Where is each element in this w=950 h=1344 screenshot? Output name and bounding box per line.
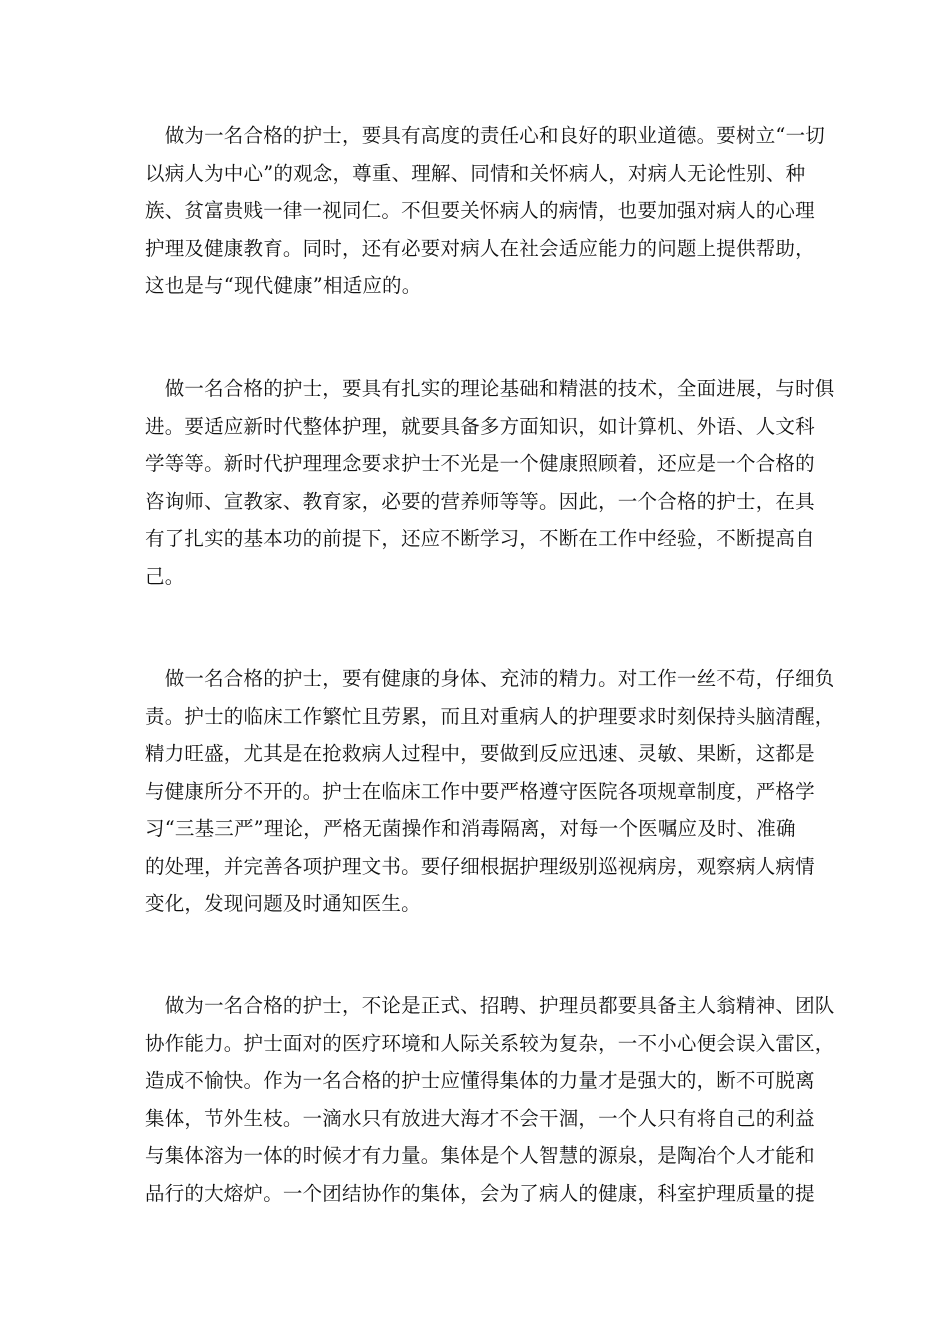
text-line: 的处理，并完善各项护理文书。要仔细根据护理级别巡视病房，观察病人病情 <box>145 854 815 878</box>
text-line: 与健康所分不开的。护士在临床工作中要严格遵守医院各项规章制度，严格学 <box>145 779 815 803</box>
text-line: 品行的大熔炉。一个团结协作的集体，会为了病人的健康，科室护理质量的提 <box>145 1181 815 1205</box>
text-line: 咨询师、宣教家、教育家，必要的营养师等等。因此，一个合格的护士，在具 <box>145 489 815 513</box>
text-line: 变化，发现问题及时通知医生。 <box>145 892 421 915</box>
paragraph-health <box>145 660 835 923</box>
text-line: 造成不愉快。作为一名合格的护士应懂得集体的力量才是强大的，断不可脱离 <box>145 1069 815 1092</box>
text-line: 集体，节外生枝。一滴水只有放进大海才不会干涸，一个人只有将自己的利益 <box>145 1106 815 1130</box>
text-line: 责。护士的临床工作繁忙且劳累，而且对重病人的护理要求时刻保持头脑清醒， <box>145 704 835 728</box>
text-line: 有了扎实的基本功的前提下，还应不断学习，不断在工作中经验，不断提高自 <box>145 527 815 550</box>
text-line: 己。 <box>145 564 185 588</box>
text-line: 与集体溶为一体的时候才有力量。集体是个人智慧的源泉，是陶冶个人才能和 <box>145 1144 815 1167</box>
text-line: 做为一名合格的护士，不论是正式、招聘、护理员都要具备主人翁精神、团队 <box>145 994 835 1017</box>
text-line: 这也是与“现代健康”相适应的。 <box>145 274 422 297</box>
text-line: 精力旺盛，尤其是在抢救病人过程中，要做到反应迅速、灵敏、果断，这都是 <box>145 742 815 765</box>
text-line: 族、贫富贵贱一律一视同仁。不但要关怀病人的病情，也要加强对病人的心理 <box>145 199 815 222</box>
text-line: 学等等。新时代护理理念要求护士不光是一个健康照顾着，还应是一个合格的 <box>145 452 815 475</box>
paragraph-knowledge <box>145 370 835 595</box>
text-line: 协作能力。护士面对的医疗环境和人际关系较为复杂，一不小心便会误入雷区， <box>145 1031 835 1055</box>
text-line: 习“三基三严”理论，严格无菌操作和消毒隔离，对每一个医嘱应及时、准确 <box>145 817 796 840</box>
text-line: 做一名合格的护士，要有健康的身体、充沛的精力。对工作一丝不苟，仔细负 <box>145 667 835 690</box>
text-line: 做为一名合格的护士，要具有高度的责任心和良好的职业道德。要树立“一切 <box>145 124 825 147</box>
paragraph-responsibility <box>145 117 825 305</box>
text-line: 以病人为中心”的观念，尊重、理解、同情和关怀病人，对病人无论性别、种 <box>145 161 806 185</box>
text-line: 做一名合格的护士，要具有扎实的理论基础和精湛的技术，全面进展，与时俱 <box>145 377 835 400</box>
text-line: 进。要适应新时代整体护理，就要具备多方面知识，如计算机、外语、人文科 <box>145 414 815 438</box>
text-line: 护理及健康教育。同时，还有必要对病人在社会适应能力的问题上提供帮助， <box>145 236 815 260</box>
paragraph-teamwork <box>145 987 835 1212</box>
